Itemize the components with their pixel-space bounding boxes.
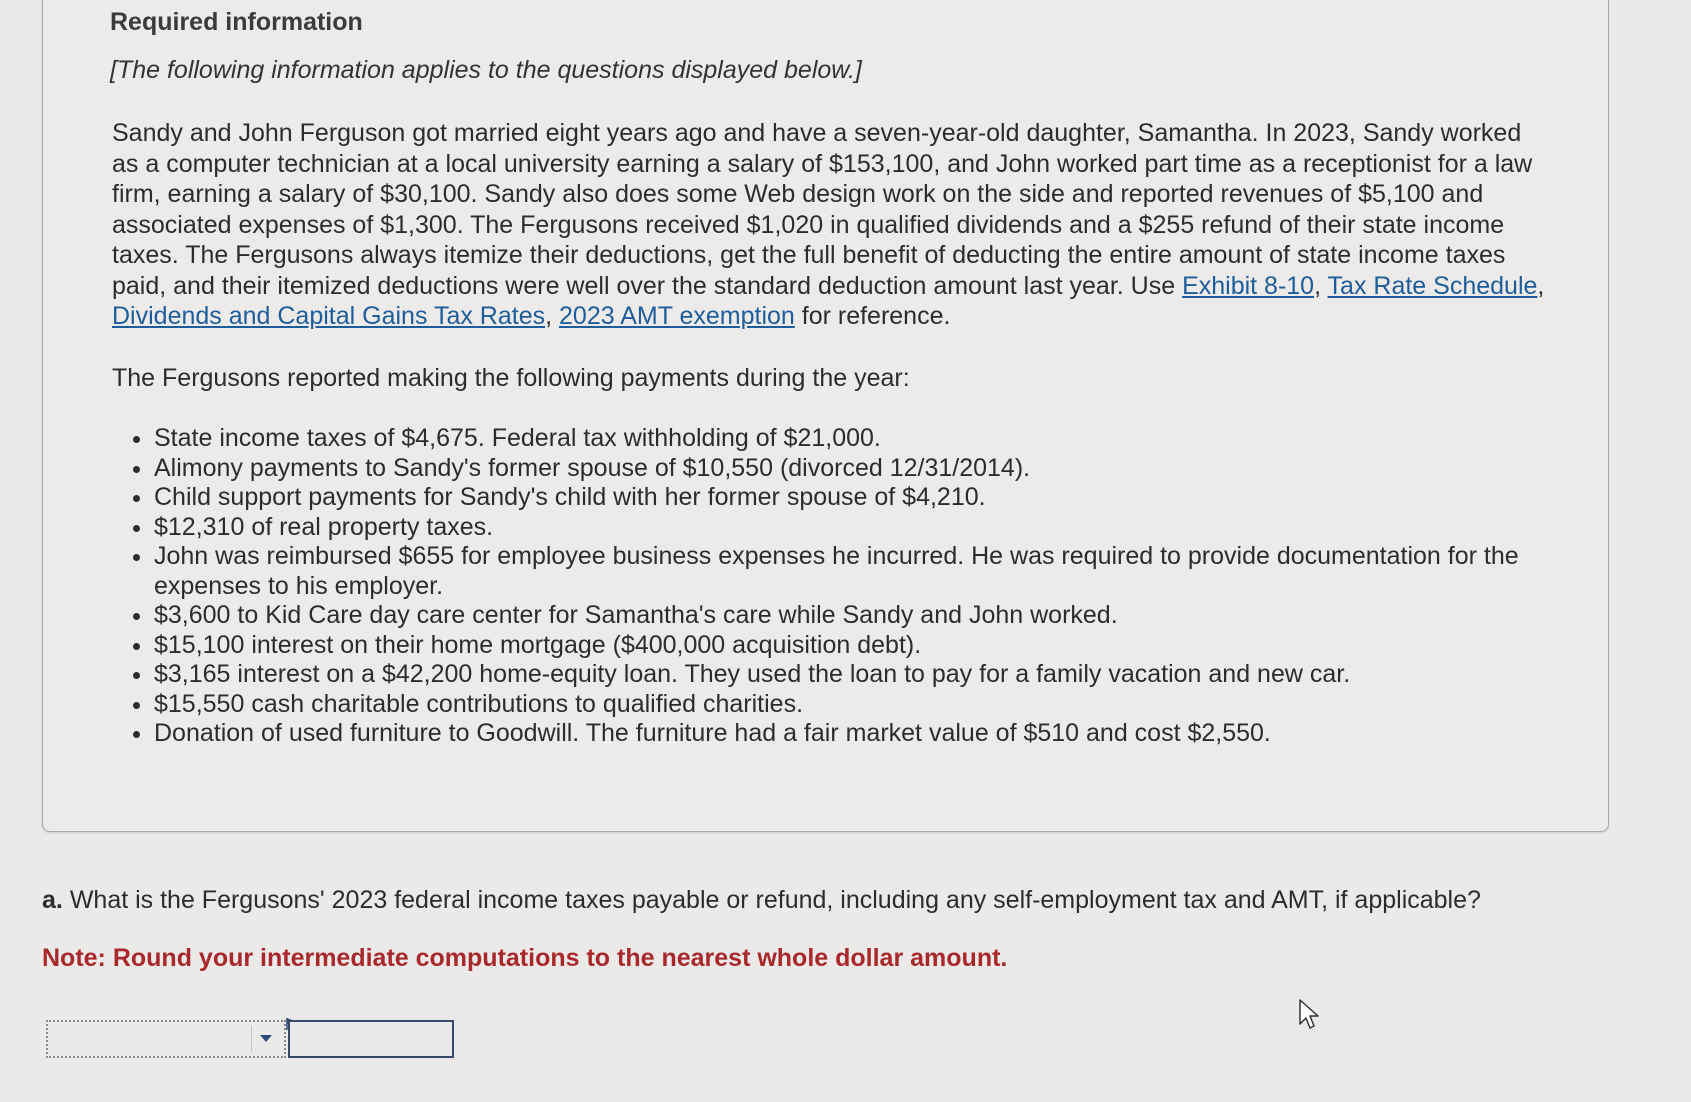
question-text: What is the Fergusons' 2023 federal income taxes payable or refund, including any self-employment tax and AMT, if applicable? (69, 886, 1481, 914)
list-item: • $3,165 interest on a $42,200 home-equity loan. They used the loan to pay for a family vacation and new car. (154, 660, 1594, 690)
list-item: • Alimony payments to Sandy's former spouse of $10,550 (divorced 12/31/2014). (154, 454, 1594, 484)
scenario-paragraph: Sandy and John Ferguson got married eight years ago and have a seven-year-old daughter, Samantha. In 2023, Sandy worked as a computer technician at a local university earning a salary of $153,100, and John worked part time as a receptionist for a law firm, earning a salary of $30,100. Sandy also does some Web design work on the side and reported revenues of $5,100 and associated expenses of $1,300. The Fergusons received $1,020 in qualified dividends and a $255 refund of their state income taxes. The Fergusons always itemize their deductions, get the full benefit of deducting the entire amount of state income taxes paid, and their itemized deductions were well over the standard deduction amount last year. Use Exhibit 8-10, Tax Rate Schedule, Dividends and Capital Gains Tax Rates, 2023 AMT exemption for reference. (112, 119, 1545, 330)
payable-refund-dropdown[interactable] (46, 1020, 286, 1058)
list-item: • Child support payments for Sandy's child with her former spouse of $4,210. (154, 483, 1594, 513)
chevron-down-icon[interactable] (251, 1026, 280, 1052)
list-item: • $12,310 of real property taxes. (154, 513, 1594, 543)
required-info-title: Required information (110, 8, 363, 36)
amount-input[interactable] (288, 1020, 454, 1058)
link-exhibit-8-10[interactable]: Exhibit 8-10 (1182, 271, 1315, 300)
paragraph-text: Sandy and John Ferguson got married eight years ago and have a seven-year-old daughter, Samantha. In 2023, Sandy worked as a computer technician at a local university earning a salary of $153,100, and John worked part time as a receptionist for a law firm, earning a salary of $30,100. Sandy also does some Web design work on the side and reported revenues of $5,100 and associated expenses of $1,300. The Fergusons received $1,020 in qualified dividends and a $255 refund of their state income taxes. The Fergusons always itemize their deductions, get the full benefit of deducting the entire amount of state income taxes paid, and their itemized deductions were well over the standard deduction amount last year. Use (112, 119, 1533, 300)
list-item: • John was reimbursed $655 for employee business expenses he incurred. He was required to provide documentation for the expenses to his employer. (154, 542, 1594, 601)
link-dividends-capital-gains[interactable]: Dividends and Capital Gains Tax Rates (112, 302, 546, 330)
question-a (42, 886, 1481, 915)
link-amt-exemption[interactable]: 2023 AMT exemption (559, 302, 795, 330)
payments-intro: The Fergusons reported making the following payments during the year: (112, 364, 910, 392)
list-item: • $3,600 to Kid Care day care center for Samantha's care while Sandy and John worked. (154, 601, 1594, 631)
list-item: • State income taxes of $4,675. Federal tax withholding of $21,000. (154, 424, 1594, 454)
mouse-pointer-icon (1298, 998, 1322, 1037)
question-label: a. (42, 886, 63, 914)
info-intro: [The following information applies to the questions displayed below.] (110, 56, 862, 84)
link-tax-rate-schedule[interactable]: Tax Rate Schedule (1327, 271, 1538, 300)
rounding-note: Note: Round your intermediate computations to the nearest whole dollar amount. (42, 944, 1008, 972)
payments-list (108, 424, 1594, 749)
list-item: • $15,550 cash charitable contributions to qualified charities. (154, 690, 1594, 720)
list-item: • Donation of used furniture to Goodwill. The furniture had a fair market value of $510 and cost $2,550. (154, 719, 1594, 749)
paragraph-tail: for reference. (794, 302, 951, 330)
list-item: • $15,100 interest on their home mortgage ($400,000 acquisition debt). (154, 631, 1594, 661)
